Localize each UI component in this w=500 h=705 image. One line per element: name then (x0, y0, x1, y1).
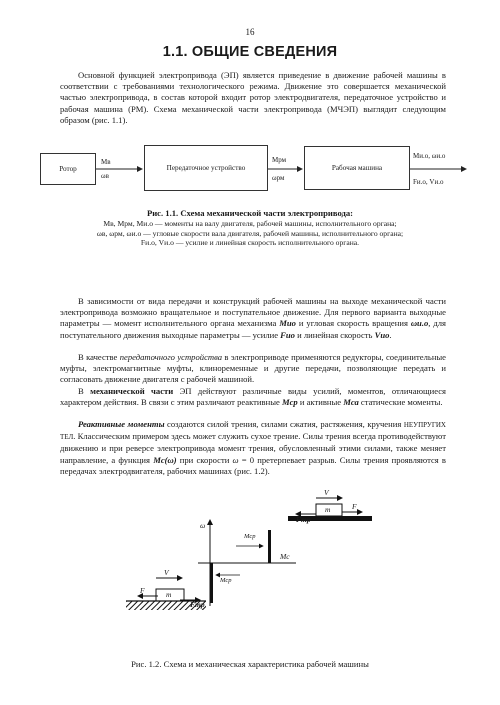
reactive-moment-label-upper: Mср (244, 533, 256, 540)
force-label-top: F (352, 502, 357, 511)
figure-1-1-caption (40, 208, 460, 248)
rotor-label: Ротор (59, 165, 77, 173)
figure-1-1-diagram (40, 142, 470, 197)
intro-paragraph: Основной функцией электропривода (ЭП) является приведение в движение рабочей машины в соответствии с требованиями технологического режима. Движение это совершается механической частью электропривода, в состав которой входит ротор электродвигателя, передаточное устройство и рабочая машина (РМ). Схема механической части электропривода (МЧЭП) выглядит следующим образом (рис. 1.1). (60, 70, 446, 125)
force-label-bottom: F (140, 586, 145, 595)
paragraph-output-parameters: В зависимости от вида передачи и конструкций рабочей машины на выходе механической части электропривода возможно вращательное и поступательное движение. Для первого варианта выходные параметры — момент исполнительного органа механизма Mио и угловая скорость вращения ωи.о, для поступательного движения выходные параметры — усилие Fио и линейная скорость Vио. (60, 296, 446, 340)
figure-1-1-caption-title: Рис. 1.1. Схема механической части электропривода: (146, 208, 354, 218)
output-torque-label: Mи.о, ωи.о (413, 152, 446, 160)
reactive-moment-label-lower: Mср (220, 577, 232, 584)
page-number: 16 (245, 27, 255, 37)
mass-label-top: m (325, 505, 331, 514)
omega-axis-label: ω (200, 521, 206, 530)
m-v-label: Mв (101, 158, 111, 166)
section-title: 1.1. ОБЩИЕ СВЕДЕНИЯ (162, 44, 338, 60)
paragraph-transmission: В качестве передаточного устройства в электроприводе применяются редукторы, соединительные муфты, электромагнитные муфты, клиноременные и другие передачи, позволяющие передать и согласовать движение двигателя с рабочей машиной. (60, 352, 447, 385)
friction-force-label-bottom: Fтр (190, 600, 205, 609)
paragraph-reactive-moments: Реактивные моменты создаются силой трения, силами сжатия, растяжения, кручения НЕУПРУГИХ ТЕЛ. Классическим примером здесь может служить сухое трение. Силы трения всегда противодействуют движению и при реверсе электропривода момент трения, обусловленный этими силами, также меняет направление, а функция Mс(ω) при скорости ω = 0 претерпевает разрыв. Силы трения проявляются в передачах электродвигателя, рабочих машинах (рис. 1.2). (60, 419, 446, 476)
velocity-label-bottom: V (164, 568, 169, 577)
transmission-label: Передаточное устройство (166, 164, 246, 172)
velocity-label-top: V (324, 488, 329, 497)
friction-force-label-top: Fтр (296, 515, 311, 524)
w-rm-label: ωрм (272, 174, 285, 182)
figure-1-2-diagram (120, 488, 380, 633)
rotor-block (40, 153, 96, 185)
m-rm-label: Mрм (272, 156, 287, 164)
figure-1-1-caption-line: Fи.о, Vи.о — усилие и линейная скорость исполнительного органа. (140, 238, 360, 248)
static-moment-axis-label: Mс (280, 552, 290, 561)
figure-1-1-caption-line: ωв, ωрм, ωи.о — угловые скорости вала двигателя, рабочей машины, исполнительного органа; (96, 228, 404, 238)
mass-label-bottom: m (166, 590, 172, 599)
transmission-block (144, 145, 268, 191)
figure-1-2-drawing (120, 488, 380, 633)
machine-label: Рабочая машина (331, 164, 383, 172)
figure-1-1-caption-line: Mв, Mрм, Mи.о — моменты на валу двигателя, рабочей машины, исполнительного органа; (103, 219, 397, 228)
machine-block (304, 146, 410, 190)
paragraph-mechanical-part: В механической части ЭП действуют различные виды усилий, моментов, отличающиеся характером действия. В связи с этим различают реактивные Mср и активные Mса статические моменты. (60, 386, 447, 408)
figure-1-2-caption: Рис. 1.2. Схема и механическая характеристика рабочей машины (131, 659, 369, 669)
w-v-label: ωв (101, 172, 109, 180)
output-force-label: Fи.о, Vи.о (413, 178, 444, 186)
